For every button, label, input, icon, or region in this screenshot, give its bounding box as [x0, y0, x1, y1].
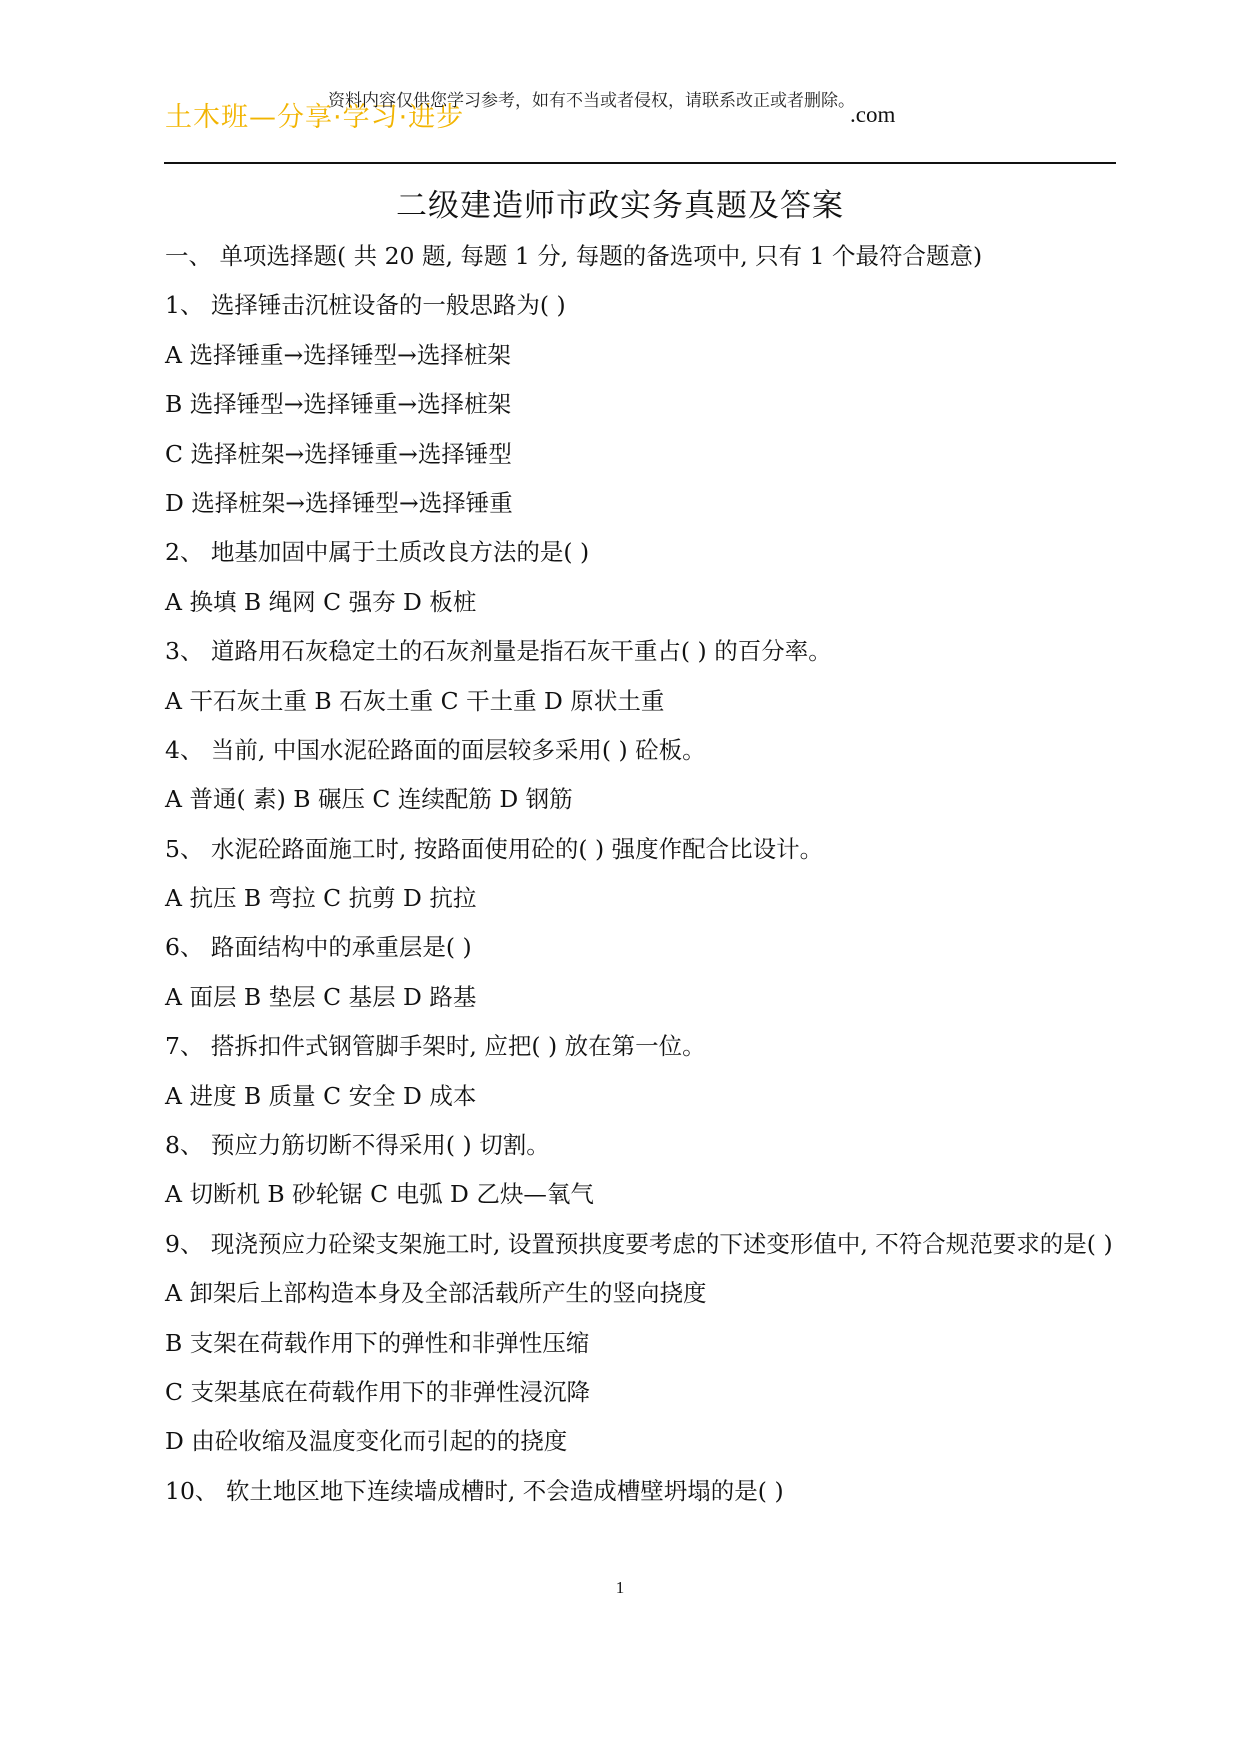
section-heading: 一、 单项选择题( 共 20 题, 每题 1 分, 每题的备选项中, 只有 1 个最符合题意) — [165, 242, 983, 270]
document-body — [165, 232, 1125, 1516]
q9-option-b: B 支架在荷载作用下的弹性和非弹性压缩 — [165, 1328, 590, 1357]
q1-option-c: C 选择桩架→选择锤重→选择锤型 — [165, 439, 512, 468]
q2-options: A 换填 B 绳网 C 强夯 D 板桩 — [165, 587, 477, 616]
document-title: 二级建造师市政实务真题及答案 — [396, 188, 844, 224]
question-2: 2、 地基加固中属于土质改良方法的是( ) — [165, 538, 590, 567]
page-header — [0, 0, 1240, 170]
q5-options: A 抗压 B 弯拉 C 抗剪 D 抗拉 — [165, 884, 477, 913]
q1-option-b: B 选择锤型→选择锤重→选择桩架 — [165, 390, 512, 419]
question-4: 4、 当前, 中国水泥砼路面的面层较多采用( ) 砼板。 — [165, 735, 706, 764]
question-3: 3、 道路用石灰稳定土的石灰剂量是指石灰干重占( ) 的百分率。 — [165, 637, 832, 666]
question-9: 9、 现浇预应力砼梁支架施工时, 设置预拱度要考虑的下述变形值中, 不符合规范要求的是( ) — [165, 1229, 1113, 1258]
q4-options: A 普通( 素) B 碾压 C 连续配筋 D 钢筋 — [165, 785, 573, 814]
page-number: 1 — [615, 1578, 625, 1597]
brand-logo-text: 土木班—分享·学习·进步 — [165, 102, 465, 133]
question-6: 6、 路面结构中的承重层是( ) — [165, 933, 472, 962]
question-1: 1、 选择锤击沉桩设备的一般思路为( ) — [165, 291, 566, 320]
q7-options: A 进度 B 质量 C 安全 D 成本 — [165, 1081, 477, 1110]
q3-options: A 干石灰土重 B 石灰土重 C 干土重 D 原状土重 — [165, 686, 665, 715]
domain-suffix: .com — [850, 102, 896, 127]
question-7: 7、 搭拆扣件式钢管脚手架时, 应把( ) 放在第一位。 — [165, 1032, 706, 1061]
q9-option-d: D 由砼收缩及温度变化而引起的的挠度 — [165, 1427, 568, 1456]
q1-option-d: D 选择桩架→选择锤型→选择锤重 — [165, 488, 513, 517]
q6-options: A 面层 B 垫层 C 基层 D 路基 — [165, 982, 477, 1011]
copyright-notice: 资料内容仅供您学习参考，如有不当或者侵权，请联系改正或者删除。 — [328, 91, 855, 111]
q9-option-c: C 支架基底在荷载作用下的非弹性浸沉降 — [165, 1378, 590, 1406]
q1-option-a: A 选择锤重→选择锤型→选择桩架 — [165, 340, 511, 369]
question-5: 5、 水泥砼路面施工时, 按路面使用砼的( ) 强度作配合比设计。 — [165, 834, 824, 863]
q8-options: A 切断机 B 砂轮锯 C 电弧 D 乙炔—氧气 — [165, 1180, 594, 1209]
question-8: 8、 预应力筋切断不得采用( ) 切割。 — [165, 1131, 550, 1160]
header-divider — [164, 162, 1116, 164]
question-10: 10、 软土地区地下连续墙成槽时, 不会造成槽壁坍塌的是( ) — [165, 1476, 784, 1505]
q9-option-a: A 卸架后上部构造本身及全部活载所产生的竖向挠度 — [165, 1279, 707, 1308]
